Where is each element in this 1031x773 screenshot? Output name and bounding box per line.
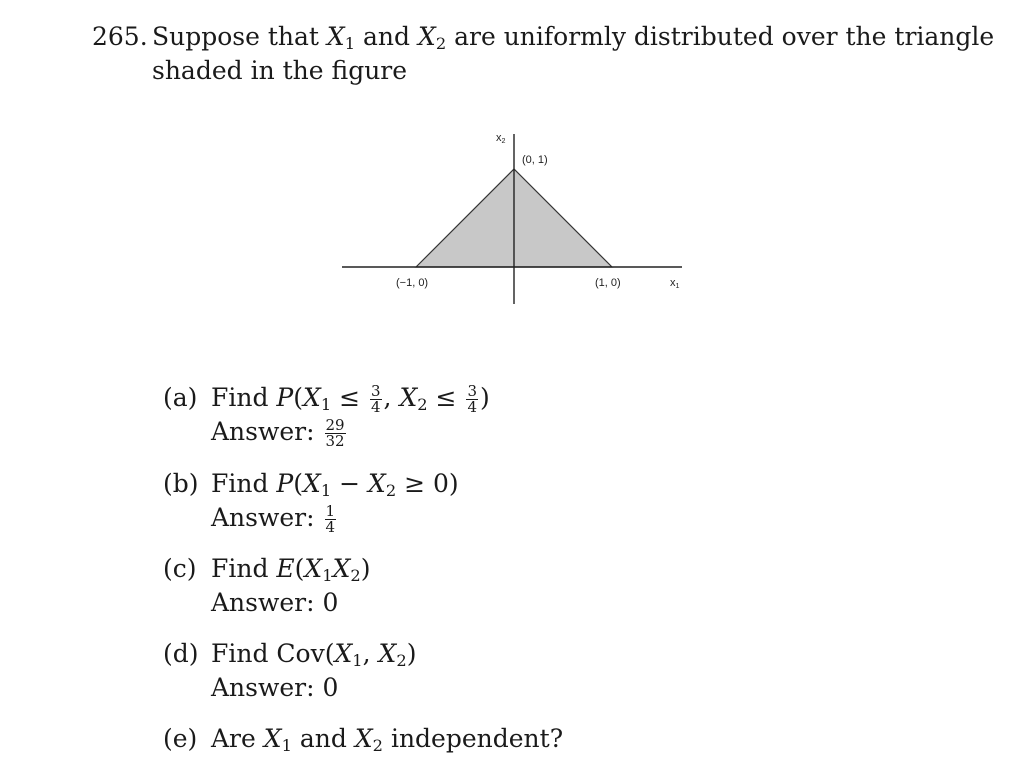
part-a: (a) Find $P(X_1$ ≤ $\frac{3}{4}$ , $X_2$ ≤ $\frac{3}{4}$ ) Answer: $\frac{29}{32}$: [163, 382, 490, 450]
answer-b: Answer: $\frac{1}{4}$: [211, 502, 336, 536]
x1-axis-label: $x_1$: [670, 277, 680, 290]
vertex-top-label: (0, 1): [522, 154, 548, 166]
answer-a: Answer: $\frac{29}{32}$: [211, 416, 345, 450]
problem-number: 265.: [92, 22, 148, 51]
part-e: (e) Are $X_1$ and $X_2$ independent?: [163, 724, 564, 756]
answer-d: Answer: 0: [211, 673, 339, 702]
x2-axis-label: $x_2$: [496, 132, 506, 145]
part-b: (b) Find $P(X_1 - X_2 \ge 0)$ Answer: $\frac{1}{4}$: [163, 469, 459, 536]
triangle-plot: [330, 120, 710, 320]
vertex-right-label: (1, 0): [595, 277, 621, 289]
statement-line-2: shaded in the figure: [152, 56, 408, 85]
vertex-left-label: (−1, 0): [396, 277, 429, 289]
statement-line-1: Suppose that $X_1$ and $X_2$ are uniformly distributed over the triangle: [152, 22, 995, 54]
triangle-figure: [330, 120, 710, 320]
part-d: (d) Find $Cov(X_1$, $X_2$) Answer: 0: [163, 637, 416, 705]
part-c: (c) Find $E(X_1X_2)$ Answer: 0: [163, 552, 371, 620]
answer-c: Answer: 0: [211, 588, 339, 617]
